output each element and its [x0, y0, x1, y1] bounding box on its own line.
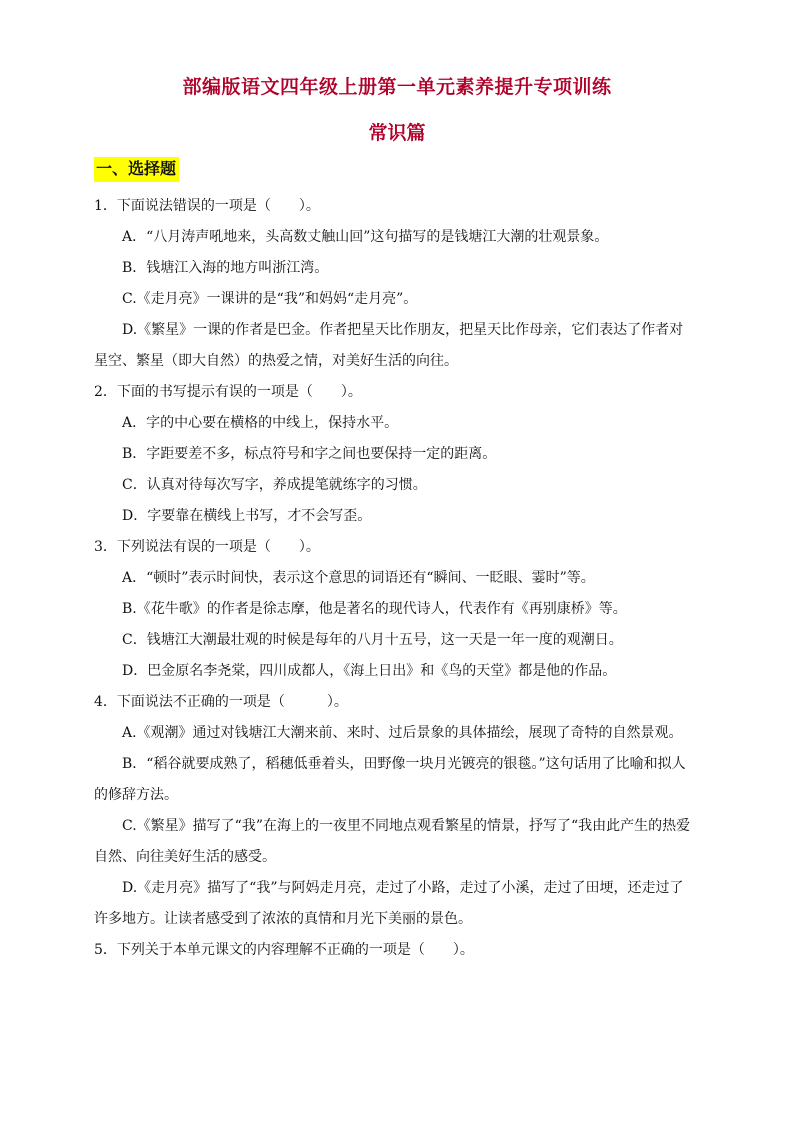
- question-3-option-d: D．巴金原名李尧棠，四川成都人，《海上日出》和《鸟的天堂》都是他的作品。: [122, 663, 617, 679]
- question-2-stem: 2．下面的书写提示有误的一项是（ ）。: [94, 384, 362, 400]
- question-4-option-d: D.《走月亮》描写了“我”与阿妈走月亮，走过了小路，走过了小溪，走过了田埂，还走过了许多地方。让读者感受到了浓浓的真情和月光下美丽的景色。: [94, 880, 684, 927]
- question-4-stem: 4．下面说法不正确的一项是（ ）。: [94, 694, 348, 710]
- question-2-option-b: B．字距要差不多，标点符号和字之间也要保持一定的距离。: [122, 446, 497, 462]
- question-1-stem: 1．下面说法错误的一项是（ ）。: [94, 198, 320, 214]
- question-4-option-a: A.《观潮》通过对钱塘江大潮来前、来时、过后景象的具体描绘，展现了奇特的自然景观。: [122, 725, 683, 741]
- section-heading: 一、选择题: [94, 157, 179, 182]
- document-subtitle: 常识篇: [368, 122, 426, 144]
- question-4-option-c: C.《繁星》描写了“我”在海上的一夜里不同地点观看繁星的情景，抒写了“我由此产生的热爱自然、向往美好生活的感受。: [94, 818, 691, 865]
- document-title: 部编版语文四年级上册第一单元素养提升专项训练: [182, 76, 612, 98]
- question-2-option-a: A．字的中心要在横格的中线上，保持水平。: [122, 415, 399, 431]
- question-1-option-b: B．钱塘江入海的地方叫浙江湾。: [122, 260, 329, 276]
- question-1-option-a: A．“八月涛声吼地来，头高数丈触山回”这句描写的是钱塘江大潮的壮观景象。: [122, 229, 609, 245]
- question-3-option-c: C．钱塘江大潮最壮观的时候是每年的八月十五号，这一天是一年一度的观潮日。: [122, 632, 623, 648]
- question-2-option-c: C．认真对待每次写字，养成提笔就练字的习惯。: [122, 477, 427, 493]
- question-3-option-b: B.《花牛歌》的作者是徐志摩，他是著名的现代诗人，代表作有《再别康桥》等。: [122, 601, 627, 617]
- question-3-stem: 3．下列说法有误的一项是（ ）。: [94, 539, 320, 555]
- question-list: [94, 191, 694, 966]
- question-2-option-d: D．字要靠在横线上书写，才不会写歪。: [122, 508, 372, 524]
- question-4-option-b: B．“稻谷就要成熟了，稻穗低垂着头，田野像一块月光镀亮的银毯。”这句话用了比喻和拟人的修辞方法。: [94, 756, 686, 803]
- question-1-option-d: D.《繁星》一课的作者是巴金。作者把星天比作朋友，把星天比作母亲，它们表达了作者对星空、繁星（即大自然）的热爱之情，对美好生活的向往。: [94, 322, 684, 369]
- question-1-option-c: C.《走月亮》一课讲的是“我”和妈妈“走月亮”。: [122, 291, 418, 307]
- question-3-option-a: A．“顿时”表示时间快，表示这个意思的词语还有“瞬间、一眨眼、霎时”等。: [122, 570, 595, 586]
- question-5-stem: 5．下列关于本单元课文的内容理解不正确的一项是（ ）。: [94, 942, 474, 958]
